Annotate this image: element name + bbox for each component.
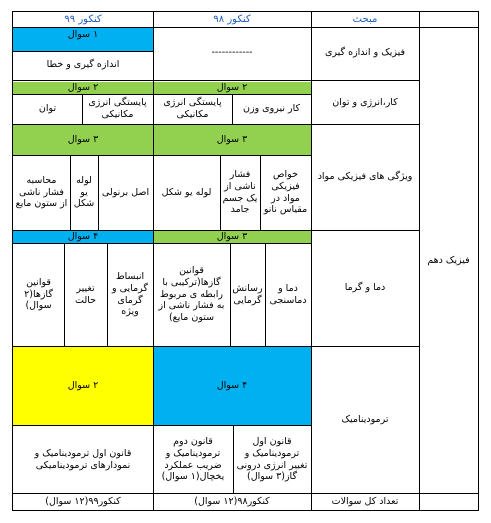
k98-thermo-count: ۴ سوال — [153, 346, 311, 425]
grid-line — [220, 155, 221, 230]
grid-line — [12, 230, 419, 231]
k98-measurement-none: ------------ — [211, 47, 253, 59]
k98-work-item-2: پایستگی انرژی مکانیکی — [163, 97, 222, 120]
k99-matter-item-2: لوله یو شکل — [73, 174, 95, 210]
header-konkur99: کنکور ۹۹ — [64, 13, 102, 25]
topic-matter: ویژگی های فیزیکی مواد — [317, 171, 413, 183]
topic-heat: دما و گرما — [344, 282, 386, 294]
k98-work-item-1: کار نیروی وزن — [243, 103, 300, 115]
total-label: تعداد کل سوالات — [331, 496, 399, 508]
k98-matter-item-1: خواص فیزیکی مواد در مقیاس نانو — [263, 168, 308, 216]
grid-line — [230, 243, 231, 346]
grid-line — [12, 124, 419, 125]
topic-thermo: ترمودینامیک — [341, 414, 389, 426]
k99-thermo-item-1: قانون اول ترمودینامیک و نمودارهای ترمودینامیکی — [34, 447, 132, 471]
k98-matter-count: ۳ سوال — [153, 124, 311, 155]
grid-line — [12, 243, 311, 244]
grid-line — [311, 11, 312, 511]
grid-line — [232, 94, 233, 124]
k99-thermo-count: ۲ سوال — [13, 346, 153, 425]
k98-thermo-item-1: قانون اول ترمودینامیک و تغییر انرژی درونی گاز(۳ سوال) — [236, 435, 308, 483]
k99-work-count: ۲ سوال — [13, 82, 153, 94]
table-border — [12, 11, 479, 511]
grid-line — [12, 346, 419, 347]
total-k98: کنکور۹۸(۱۲ سوال) — [194, 496, 270, 508]
k98-heat-count: ۳ سوال — [153, 230, 311, 243]
grid-line — [12, 80, 419, 81]
k98-heat-item-1: دما و دماسنجی — [269, 282, 307, 306]
k99-matter-item-3: محاسبه فشار ناشی از ستون مایع — [15, 174, 68, 210]
k99-matter-count: ۳ سوال — [13, 124, 153, 155]
k99-matter-item-1: اصل برنولی — [101, 186, 150, 198]
grade-label: فیزیک دهم — [427, 255, 470, 267]
grid-line — [12, 51, 153, 52]
grid-line — [265, 243, 266, 346]
k98-matter-item-2: فشار ناشی از یک جسم جامد — [222, 168, 258, 216]
k99-work-item-2: توان — [38, 103, 57, 115]
grid-line — [260, 155, 261, 230]
grid-line — [419, 11, 420, 511]
k99-heat-item-1: انبساط گرمایی و گرمای ویژه — [112, 270, 148, 318]
grid-line — [70, 155, 71, 230]
k98-heat-item-3: قوانین گازها(ترکیبی با رابطه ی مربوط به فشار ناشی از ستون مایع) — [158, 264, 225, 324]
k99-measurement-item: اندازه گیری و خطا — [46, 58, 120, 70]
grid-line — [12, 155, 311, 156]
grid-line — [12, 493, 479, 494]
topic-measurement: فیزیک و اندازه گیری — [325, 47, 405, 59]
k99-heat-count: ۴ سوال — [13, 230, 153, 243]
grid-line — [64, 243, 65, 346]
k99-work-item-1: پایستگی انرژی مکانیکی — [88, 97, 147, 120]
grid-line — [12, 27, 479, 28]
k98-heat-item-2: رسانش گرمایی — [232, 282, 263, 306]
header-topic: مبحث — [352, 13, 378, 25]
topic-work-energy: کار،انرژی و توان — [332, 97, 398, 109]
k99-heat-item-3: قوانین گازها(۲ سوال) — [24, 276, 53, 312]
grid-line — [153, 11, 154, 511]
grid-line — [12, 94, 311, 95]
grid-line — [233, 425, 234, 494]
grid-line — [107, 243, 108, 346]
grid-line — [12, 425, 311, 426]
grid-line — [82, 94, 83, 124]
k98-matter-item-3: لوله یو شکل — [161, 186, 212, 198]
k99-heat-item-2: تغییر حالت — [75, 282, 96, 306]
k99-measurement-count: ۱ سوال — [13, 28, 153, 51]
header-konkur98: کنکور ۹۸ — [213, 13, 251, 25]
k98-work-count: ۲ سوال — [153, 82, 311, 94]
k98-thermo-item-2: قانون دوم ترمودینامیک و ضریب عملکرد یخچال(۱ سوال) — [161, 435, 225, 483]
grid-line — [98, 155, 99, 230]
total-k99: کنکور۹۹(۱۲ سوال) — [45, 496, 121, 508]
